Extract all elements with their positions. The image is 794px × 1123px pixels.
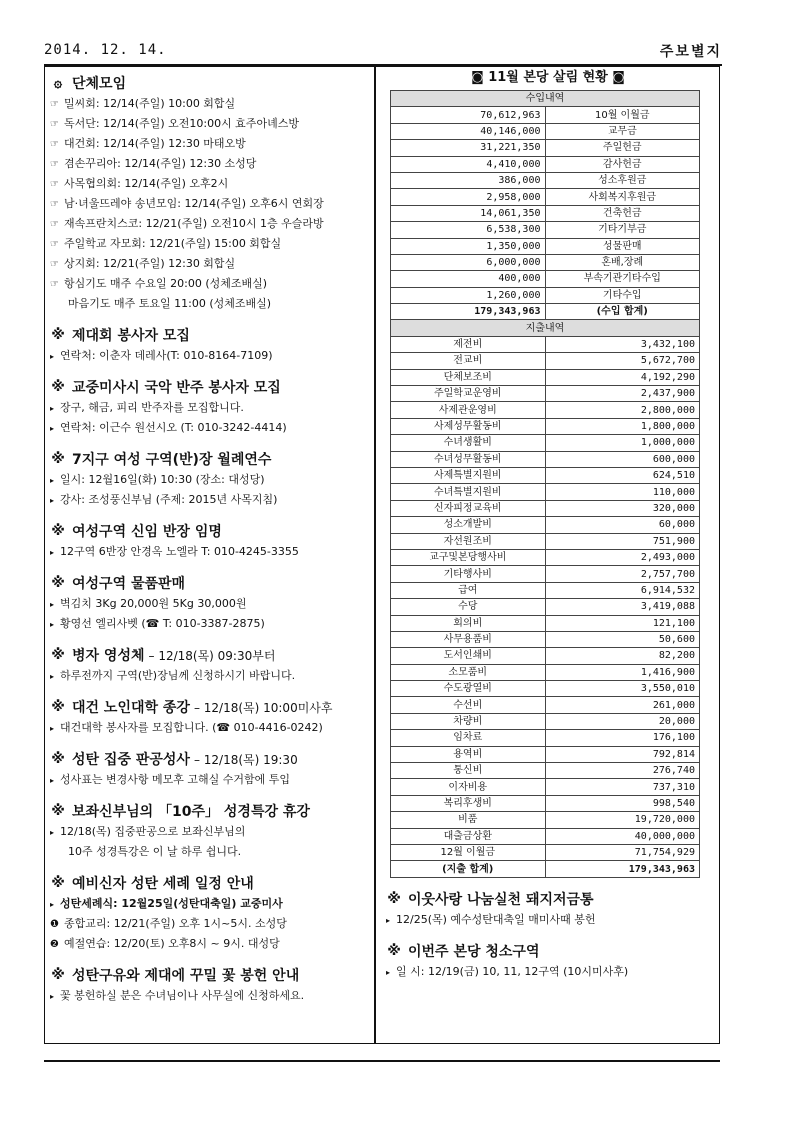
income-label: 성물판매: [545, 238, 700, 254]
income-row: [391, 140, 700, 156]
hand-pointer-icon: ☞: [50, 99, 59, 110]
section-title-text: 대건 노인대학 종강: [72, 700, 190, 716]
cross-icon: ※: [51, 575, 65, 591]
cross-icon: ※: [387, 942, 401, 959]
income-amount: 386,000: [391, 172, 546, 188]
expense-label: 수선비: [391, 697, 546, 713]
section-line: [50, 398, 368, 418]
expense-amount: 2,493,000: [545, 549, 700, 565]
group-item: [50, 194, 368, 214]
section-line-text: 벽김치 3Kg 20,000원 5Kg 30,000원: [60, 597, 247, 610]
bullet-icon: ▸: [50, 620, 55, 629]
expense-label: 12월 이월금: [391, 844, 546, 860]
section-title-text: 여성구역 신임 반장 임명: [72, 524, 222, 540]
income-amount: 6,538,300: [391, 222, 546, 238]
sun-icon: ۞: [53, 75, 63, 91]
hand-pointer-icon: ☞: [50, 219, 59, 230]
expense-label: 교구및본당행사비: [391, 549, 546, 565]
bullet-icon: ▸: [386, 967, 391, 977]
bullet-icon: ▸: [50, 496, 55, 505]
group-item: [50, 154, 368, 174]
expense-row: [391, 697, 700, 713]
group-item: [50, 174, 368, 194]
bullet-icon: ▸: [50, 900, 55, 909]
group-item-text: 항심기도 매주 수요일 20:00 (성체조배실): [64, 277, 268, 290]
expense-row: [391, 402, 700, 418]
expense-label: 차량비: [391, 713, 546, 729]
expense-amount: 320,000: [545, 500, 700, 516]
expense-amount: 3,550,010: [545, 681, 700, 697]
section-line: [50, 718, 368, 738]
group-item: [50, 274, 368, 294]
income-row: [391, 189, 700, 205]
group-item: [50, 254, 368, 274]
notice-sections: [50, 324, 368, 634]
expense-label: 단체보조비: [391, 369, 546, 385]
expense-amount: 19,720,000: [545, 812, 700, 828]
expense-amount: 600,000: [545, 451, 700, 467]
expense-amount: 121,100: [545, 615, 700, 631]
section-line: [50, 614, 368, 634]
income-row: [391, 205, 700, 221]
right-section-line: [386, 910, 706, 930]
hand-pointer-icon: ☞: [50, 279, 59, 290]
cross-icon: ※: [51, 647, 65, 663]
group-item-text: 밀씨회: 12/14(주일) 10:00 회합실: [64, 97, 236, 110]
income-row: [391, 254, 700, 270]
section-line: [50, 842, 368, 862]
baptism-line-1: ▸ 성탄세례식: 12월25일(성탄대축일) 교중미사: [50, 894, 368, 914]
expense-row: [391, 763, 700, 779]
number-two-icon: ❷: [50, 939, 59, 950]
income-total-label: (수입 합계): [545, 304, 700, 320]
expense-amount: 2,437,900: [545, 386, 700, 402]
group-item: [50, 114, 368, 134]
group-item: [50, 214, 368, 234]
bullet-icon: ▸: [50, 476, 55, 485]
hand-pointer-icon: ☞: [50, 139, 59, 150]
table-header-cell: 지출내역: [391, 320, 700, 336]
expense-amount: 624,510: [545, 467, 700, 483]
expense-row: [391, 681, 700, 697]
finance-title: ◙ 11월 본당 살림 현황 ◙: [471, 70, 625, 85]
cross-icon: ※: [51, 451, 65, 467]
expense-row: [391, 336, 700, 352]
income-total-amount: 179,343,963: [391, 304, 546, 320]
section-title-extra: – 12/18(목) 19:30: [193, 752, 298, 767]
section-title: [50, 324, 368, 346]
income-amount: 6,000,000: [391, 254, 546, 270]
cross-icon: ※: [387, 890, 401, 907]
bullet-icon: ▸: [50, 724, 55, 733]
expense-amount: 737,310: [545, 779, 700, 795]
expense-label: 전교비: [391, 353, 546, 369]
section-title-text: 제대회 봉사자 모집: [72, 328, 190, 344]
income-amount: 70,612,963: [391, 107, 546, 123]
section-line-text: 장구, 해금, 피리 반주자를 모집합니다.: [60, 401, 244, 414]
expense-amount: 6,914,532: [545, 582, 700, 598]
expense-row: [391, 386, 700, 402]
expense-label: 사제특별지원비: [391, 467, 546, 483]
income-label: 주일헌금: [545, 140, 700, 156]
number-one-icon: ❶: [50, 919, 59, 930]
group-item: [50, 234, 368, 254]
section-title: [50, 572, 368, 594]
expense-row: [391, 730, 700, 746]
expense-label: 자선원조비: [391, 533, 546, 549]
expense-amount: 71,754,929: [545, 844, 700, 860]
expense-row: [391, 795, 700, 811]
expense-row: [391, 713, 700, 729]
expense-amount: 110,000: [545, 484, 700, 500]
expense-row: [391, 631, 700, 647]
bullet-icon: ▸: [50, 672, 55, 681]
section-line-text: 연락처: 이춘자 데레사(T: 010-8164-7109): [60, 349, 273, 362]
expense-label: 수도광열비: [391, 681, 546, 697]
hand-pointer-icon: ☞: [50, 179, 59, 190]
expense-total-label: (지출 합계): [391, 861, 546, 877]
expense-amount: 1,800,000: [545, 418, 700, 434]
expense-label: 수녀특별지원비: [391, 484, 546, 500]
income-label: 부속기관기타수입: [545, 271, 700, 287]
expense-row: [391, 615, 700, 631]
bulletin-date: 2014. 12. 14.: [44, 42, 167, 58]
section-line-text: 12/18(목) 집중판공으로 보좌신부님의: [60, 825, 246, 838]
section-line-text: 10주 성경특강은 이 날 하루 쉽니다.: [68, 845, 242, 858]
expense-amount: 2,757,700: [545, 566, 700, 582]
cross-icon: ※: [51, 523, 65, 539]
table-header-row: [391, 91, 700, 107]
right-section-title: [386, 888, 706, 910]
section-title-extra: – 12/18(목) 10:00미사후: [193, 700, 333, 715]
hand-pointer-icon: ☞: [50, 259, 59, 270]
section-title: [50, 644, 368, 666]
expense-label: 대출금상환: [391, 828, 546, 844]
section-title: [50, 800, 368, 822]
section-line-text: 황영선 엘리사벳 (☎ T: 010-3387-2875): [60, 617, 265, 630]
expense-amount: 60,000: [545, 517, 700, 533]
section-title: [50, 748, 368, 770]
expense-total-row: [391, 861, 700, 877]
expense-amount: 998,540: [545, 795, 700, 811]
expense-row: [391, 369, 700, 385]
income-amount: 1,350,000: [391, 238, 546, 254]
section-line-text: 강사: 조성풍신부님 (주제: 2015년 사목지침): [60, 493, 278, 506]
expense-row: [391, 664, 700, 680]
bullet-icon: ▸: [386, 915, 391, 925]
section-line: [50, 822, 368, 842]
income-label: 기타기부금: [545, 222, 700, 238]
section-line-text: 12구역 6반장 안경옥 노엘라 T: 010-4245-3355: [60, 545, 299, 558]
expense-amount: 751,900: [545, 533, 700, 549]
expense-label: 수당: [391, 599, 546, 615]
expense-row: [391, 549, 700, 565]
bullet-icon: ▸: [50, 548, 55, 557]
expense-row: [391, 648, 700, 664]
expense-label: 소모품비: [391, 664, 546, 680]
expense-label: 도서인쇄비: [391, 648, 546, 664]
section-line-text: 일시: 12월16일(화) 10:30 (장소: 대성당): [60, 473, 265, 486]
expense-row: [391, 566, 700, 582]
left-column: [50, 72, 368, 1006]
expense-label: 주일학교운영비: [391, 386, 546, 402]
expense-label: 수녀성무활동비: [391, 451, 546, 467]
expense-row: [391, 844, 700, 860]
table-header-cell: 수입내역: [391, 91, 700, 107]
groups-list: [50, 94, 368, 294]
footer-rule: [44, 1060, 720, 1062]
expense-label: 사제관운영비: [391, 402, 546, 418]
expense-amount: 276,740: [545, 763, 700, 779]
income-label: 교무금: [545, 123, 700, 139]
income-row: [391, 156, 700, 172]
expense-row: [391, 746, 700, 762]
income-amount: 2,958,000: [391, 189, 546, 205]
expense-row: [391, 533, 700, 549]
expense-row: [391, 467, 700, 483]
expense-amount: 82,200: [545, 648, 700, 664]
income-amount: 14,061,350: [391, 205, 546, 221]
section-line: [50, 470, 368, 490]
income-amount: 31,221,350: [391, 140, 546, 156]
expense-row: [391, 500, 700, 516]
cross-icon: ※: [51, 803, 65, 819]
group-item-text: 독서단: 12/14(주일) 오전10:00시 효주아녜스방: [64, 117, 299, 130]
expense-amount: 5,672,700: [545, 353, 700, 369]
cross-icon: ※: [51, 875, 65, 891]
group-item-text: 상지회: 12/21(주일) 12:30 회합실: [64, 257, 236, 270]
income-row: [391, 222, 700, 238]
expense-label: 성소개발비: [391, 517, 546, 533]
section-line: [50, 594, 368, 614]
section-title-text: 7지구 여성 구역(반)장 월례연수: [72, 452, 272, 468]
right-section-title-text: 이번주 본당 청소구역: [408, 943, 540, 960]
income-amount: 40,146,000: [391, 123, 546, 139]
column-divider: [374, 67, 376, 1043]
right-section-title: [386, 940, 706, 962]
groups-extra: 마음기도 매주 토요일 11:00 (성체조배실): [68, 297, 272, 310]
bullet-icon: ▸: [50, 352, 55, 361]
group-item-text: 남·녀울뜨레야 송년모임: 12/14(주일) 오후6시 연회장: [64, 197, 324, 210]
bullet-icon: ▸: [50, 404, 55, 413]
expense-label: 통신비: [391, 763, 546, 779]
income-amount: 4,410,000: [391, 156, 546, 172]
expense-row: [391, 484, 700, 500]
income-label: 기타수입: [545, 287, 700, 303]
section-title: [50, 448, 368, 470]
flowers-line: ▸ 꽃 봉헌하실 분은 수녀님이나 사무실에 신청하세요.: [50, 986, 368, 1006]
expense-label: 신자피정교육비: [391, 500, 546, 516]
expense-amount: 40,000,000: [545, 828, 700, 844]
expense-amount: 2,800,000: [545, 402, 700, 418]
table-header-row: [391, 320, 700, 336]
section-title: [50, 696, 368, 718]
expense-row: [391, 517, 700, 533]
expense-amount: 176,100: [545, 730, 700, 746]
bullet-icon: ▸: [50, 600, 55, 609]
expense-row: [391, 828, 700, 844]
bulletin-tag: 주보별지: [659, 44, 722, 60]
expense-row: [391, 599, 700, 615]
section-line-text: 하루전까지 구역(반)장님께 신청하시기 바랍니다.: [60, 669, 296, 682]
expense-label: 사제성무활동비: [391, 418, 546, 434]
bullet-icon: ▸: [50, 424, 55, 433]
expense-amount: 4,192,290: [545, 369, 700, 385]
cross-icon: ※: [51, 699, 65, 715]
section-line: [50, 542, 368, 562]
expense-label: 복리후생비: [391, 795, 546, 811]
section-line: [50, 490, 368, 510]
section-line: [50, 770, 368, 790]
right-section-line-text: 12/25(목) 예수성탄대축일 매미사때 봉헌: [396, 912, 596, 926]
bullet-icon: ▸: [50, 776, 55, 785]
income-amount: 400,000: [391, 271, 546, 287]
expense-row: [391, 418, 700, 434]
income-row: [391, 123, 700, 139]
section-line: [50, 346, 368, 366]
hand-pointer-icon: ☞: [50, 239, 59, 250]
group-item-text: 겸손꾸리아: 12/14(주일) 12:30 소성당: [64, 157, 257, 170]
income-label: 건축헌금: [545, 205, 700, 221]
hand-pointer-icon: ☞: [50, 199, 59, 210]
section-title-text: 여성구역 물품판매: [72, 576, 186, 592]
flowers-title: ※ 성탄구유와 제대에 꾸밀 꽃 봉헌 안내: [51, 967, 300, 984]
expense-label: 임차료: [391, 730, 546, 746]
group-item-text: 주일학교 자모회: 12/21(주일) 15:00 회합실: [64, 237, 282, 250]
income-row: [391, 172, 700, 188]
finance-table: [390, 90, 700, 878]
section-title-text: 교중미사시 국악 반주 봉사자 모집: [72, 380, 281, 396]
expense-label: 회의비: [391, 615, 546, 631]
groups-title: ۞ 단체모임: [50, 72, 368, 94]
hand-pointer-icon: ☞: [50, 119, 59, 130]
expense-amount: 3,432,100: [545, 336, 700, 352]
expense-label: 이자비용: [391, 779, 546, 795]
section-line-text: 성사표는 변경사항 메모후 고해실 수거함에 투입: [60, 773, 291, 786]
expense-amount: 20,000: [545, 713, 700, 729]
cross-icon: ※: [51, 751, 65, 767]
notice-sections-2: [50, 644, 368, 862]
income-total-row: [391, 304, 700, 320]
section-line-text: 대건대학 봉사자를 모집합니다. (☎ 010-4416-0242): [60, 721, 323, 734]
income-row: [391, 238, 700, 254]
section-line: [50, 666, 368, 686]
income-label: 성소후원금: [545, 172, 700, 188]
section-line-text: 연락처: 이근수 원선시오 (T: 010-3242-4414): [60, 421, 287, 434]
section-title: [50, 520, 368, 542]
cross-icon: ※: [51, 379, 65, 395]
expense-amount: 3,419,088: [545, 599, 700, 615]
income-amount: 1,260,000: [391, 287, 546, 303]
expense-row: [391, 812, 700, 828]
expense-label: 제전비: [391, 336, 546, 352]
cross-icon: ※: [51, 327, 65, 343]
expense-row: [391, 353, 700, 369]
baptism-line-2: ❶ 종합교리: 12/21(주일) 오후 1시~5시. 소성당: [50, 914, 368, 934]
section-title-text: 병자 영성체: [72, 648, 145, 664]
expense-row: [391, 779, 700, 795]
right-section-title-text: 이웃사랑 나눔실천 돼지저금통: [408, 891, 594, 908]
baptism-title: ※ 예비신자 성탄 세례 일정 안내: [51, 875, 254, 892]
section-title-extra: – 12/18(목) 09:30부터: [148, 648, 276, 663]
expense-label: 용역비: [391, 746, 546, 762]
right-section-line-text: 일 시: 12/19(금) 10, 11, 12구역 (10시미사후): [396, 964, 629, 978]
hand-pointer-icon: ☞: [50, 159, 59, 170]
income-row: [391, 107, 700, 123]
group-item-text: 재속프란치스코: 12/21(주일) 오전10시 1층 우슬라방: [64, 217, 324, 230]
expense-amount: 1,000,000: [545, 435, 700, 451]
expense-label: 급여: [391, 582, 546, 598]
section-title: [50, 376, 368, 398]
section-line: [50, 418, 368, 438]
expense-row: [391, 582, 700, 598]
income-label: 감사헌금: [545, 156, 700, 172]
right-notices: [386, 888, 706, 982]
section-title-text: 보좌신부님의 「10주」 성경특강 휴강: [72, 804, 310, 820]
bullet-icon: ▸: [50, 992, 55, 1001]
group-item-text: 대건회: 12/14(주일) 12:30 마태오방: [64, 137, 246, 150]
group-item: [50, 134, 368, 154]
income-label: 혼배,장례: [545, 254, 700, 270]
group-item-text: 사목협의회: 12/14(주일) 오후2시: [64, 177, 229, 190]
expense-label: 사무용품비: [391, 631, 546, 647]
baptism-line-3: ❷ 예절연습: 12/20(토) 오후8시 ~ 9시. 대성당: [50, 934, 368, 954]
page-header: [44, 40, 722, 66]
expense-amount: 50,600: [545, 631, 700, 647]
right-section-line: [386, 962, 706, 982]
section-title-text: 성탄 집중 판공성사: [72, 752, 190, 768]
income-row: [391, 287, 700, 303]
right-column: [378, 66, 718, 982]
expense-label: 수녀생활비: [391, 435, 546, 451]
expense-label: 비품: [391, 812, 546, 828]
expense-row: [391, 451, 700, 467]
income-label: 10월 이월금: [545, 107, 700, 123]
expense-row: [391, 435, 700, 451]
group-item: [50, 94, 368, 114]
bullet-icon: ▸: [50, 828, 55, 837]
cross-icon: ※: [51, 967, 65, 983]
income-label: 사회복지후원금: [545, 189, 700, 205]
expense-label: 기타행사비: [391, 566, 546, 582]
expense-amount: 261,000: [545, 697, 700, 713]
expense-amount: 792,814: [545, 746, 700, 762]
income-row: [391, 271, 700, 287]
expense-amount: 1,416,900: [545, 664, 700, 680]
expense-total-amount: 179,343,963: [545, 861, 700, 877]
